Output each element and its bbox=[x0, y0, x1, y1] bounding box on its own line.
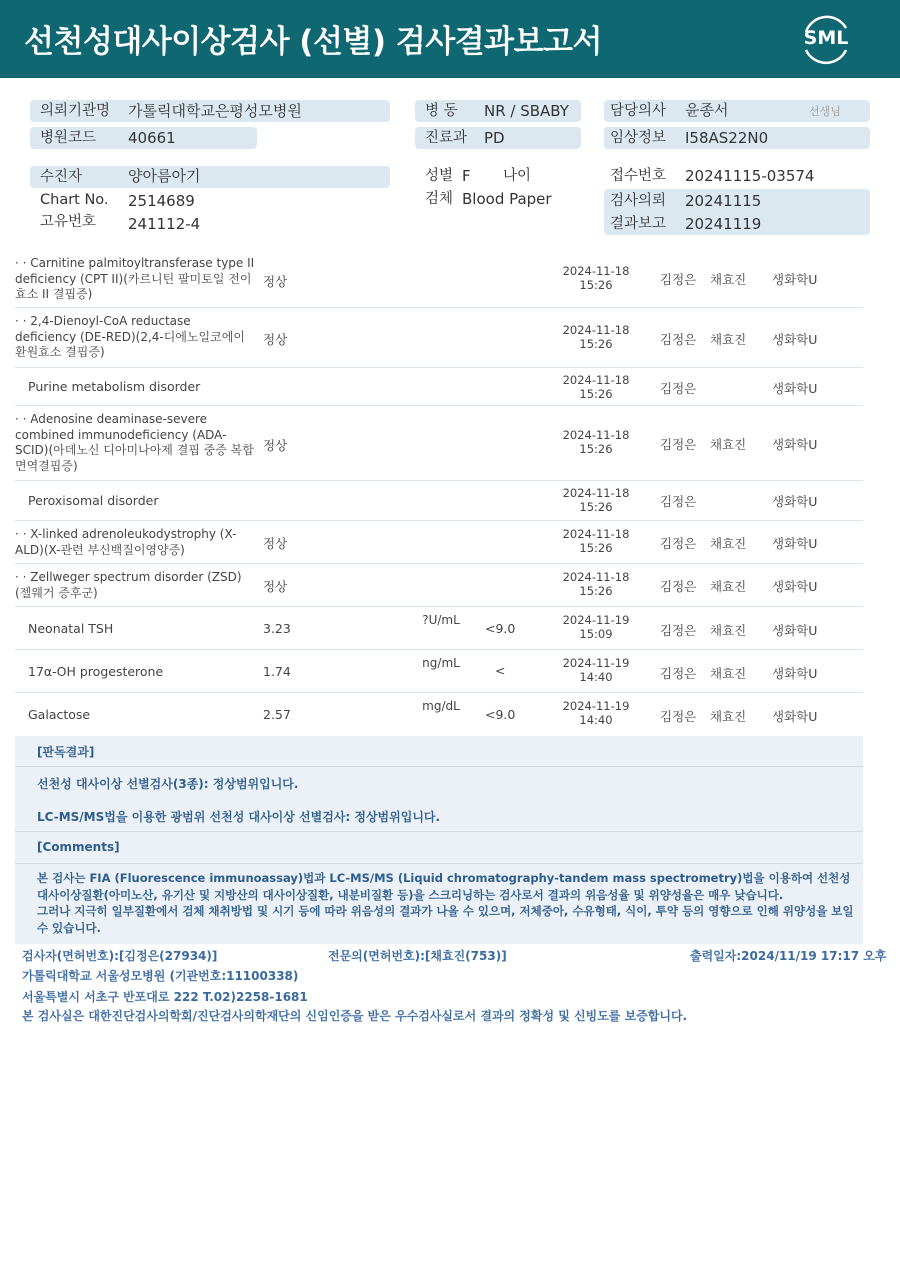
test-time: 15:26 bbox=[579, 387, 613, 401]
reviewer-name: 채효진 bbox=[710, 709, 747, 724]
request-date-value: 20241115 bbox=[685, 192, 762, 210]
test-result: 3.23 bbox=[263, 621, 291, 636]
hospital-code-value: 40661 bbox=[128, 129, 176, 147]
dept-value: PD bbox=[484, 129, 505, 147]
test-dept: 생화학U bbox=[772, 381, 818, 396]
test-name: Neonatal TSH bbox=[28, 621, 114, 636]
table-row bbox=[15, 406, 863, 481]
test-result: 2.57 bbox=[263, 707, 291, 722]
table-row bbox=[15, 308, 863, 368]
comment-2: 그러나 지극히 일부질환에서 검체 채취방법 및 시기 등에 따라 위음성의 결과가 나올 수 있으며, 저체중아, 수유형태, 식이, 투약 등의 영향으로 인해 위양성을 보일 수 있습니다. bbox=[37, 904, 854, 935]
table-row bbox=[15, 607, 863, 650]
test-result: 정상 bbox=[263, 536, 288, 551]
test-result: 1.74 bbox=[263, 664, 291, 679]
examiner-name: 김정은 bbox=[660, 272, 697, 287]
test-result: 정상 bbox=[263, 274, 288, 289]
table-row bbox=[15, 693, 863, 736]
table-row bbox=[15, 252, 863, 308]
table-row bbox=[15, 521, 863, 564]
unique-no-label: 고유번호 bbox=[40, 214, 97, 230]
test-name: · · X-linked adrenoleukodystrophy (X-ALD)(X-관련 부신백질이영양증) bbox=[15, 527, 237, 557]
test-date: 2024-11-18 bbox=[562, 486, 630, 500]
test-datetime bbox=[555, 373, 637, 401]
test-date: 2024-11-19 bbox=[562, 613, 630, 627]
ward-label: 병 동 bbox=[425, 103, 458, 119]
unique-no-value: 241112-4 bbox=[128, 215, 201, 233]
test-time: 14:40 bbox=[579, 713, 613, 727]
test-date: 2024-11-18 bbox=[562, 323, 630, 337]
comment-paragraph bbox=[37, 870, 859, 936]
certification-note: 본 검사실은 대한진단검사의학회/진단검사의학재단의 신임인증을 받은 우수검사실로서 결과의 정확성 및 신빙도를 보증합니다. bbox=[22, 1009, 688, 1023]
interpretation-line-2: LC-MS/MS법을 이용한 광범위 선천성 대사이상 선별검사: 정상범위입니다. bbox=[37, 810, 441, 824]
interpretation-panel bbox=[15, 736, 863, 944]
test-time: 15:09 bbox=[579, 627, 613, 641]
test-datetime bbox=[555, 656, 637, 684]
reviewer-name: 채효진 bbox=[710, 536, 747, 551]
test-time: 15:26 bbox=[579, 584, 613, 598]
test-date: 2024-11-19 bbox=[562, 699, 630, 713]
test-name: Peroxisomal disorder bbox=[28, 493, 159, 508]
receipt-no-value: 20241115-03574 bbox=[685, 167, 815, 185]
examiner-name: 김정은 bbox=[660, 709, 697, 724]
test-dept: 생화학U bbox=[772, 272, 818, 287]
test-name: · · Adenosine deaminase-severe combined immunodeficiency (ADA-SCID)(아데노신 디아미나아제 결핍 중증 복합면역결핍증) bbox=[15, 412, 254, 473]
test-time: 15:26 bbox=[579, 442, 613, 456]
doctor-value: 윤종서 bbox=[685, 101, 729, 119]
test-date: 2024-11-19 bbox=[562, 656, 630, 670]
test-result: 정상 bbox=[263, 579, 288, 594]
test-datetime bbox=[555, 699, 637, 727]
reviewer-name: 채효진 bbox=[710, 579, 747, 594]
interpretation-line-1: 선천성 대사이상 선별검사(3종): 정상범위입니다. bbox=[37, 777, 299, 791]
test-result: 정상 bbox=[263, 438, 288, 453]
test-datetime bbox=[555, 613, 637, 641]
test-dept: 생화학U bbox=[772, 494, 818, 509]
examiner-name: 김정은 bbox=[660, 623, 697, 638]
test-dept: 생화학U bbox=[772, 709, 818, 724]
test-dept: 생화학U bbox=[772, 666, 818, 681]
clinical-label: 임상정보 bbox=[610, 130, 667, 146]
test-time: 15:26 bbox=[579, 500, 613, 514]
report-header bbox=[0, 0, 900, 78]
test-unit: mg/dL bbox=[422, 699, 460, 713]
print-date: 출력일자:2024/11/19 17:17 오후 bbox=[690, 949, 887, 963]
examiner-name: 김정은 bbox=[660, 494, 697, 509]
doctor-suffix: 선생님 bbox=[809, 105, 841, 118]
test-dept: 생화학U bbox=[772, 579, 818, 594]
test-datetime bbox=[555, 264, 637, 292]
reviewer-name: 채효진 bbox=[710, 272, 747, 287]
test-time: 15:26 bbox=[579, 541, 613, 555]
examiner-name: 김정은 bbox=[660, 381, 697, 396]
examiner-name: 김정은 bbox=[660, 579, 697, 594]
examiner-name: 김정은 bbox=[660, 332, 697, 347]
table-row bbox=[15, 650, 863, 693]
specimen-value: Blood Paper bbox=[462, 190, 552, 208]
test-dept: 생화학U bbox=[772, 623, 818, 638]
reviewer-name: 채효진 bbox=[710, 437, 747, 452]
test-reference: < bbox=[495, 663, 506, 678]
logo-text: SML bbox=[803, 27, 849, 49]
test-time: 15:26 bbox=[579, 278, 613, 292]
clinical-value: I58AS22N0 bbox=[685, 129, 769, 147]
test-datetime bbox=[555, 527, 637, 555]
divider bbox=[15, 831, 863, 832]
test-dept: 생화학U bbox=[772, 332, 818, 347]
test-dept: 생화학U bbox=[772, 437, 818, 452]
test-unit: ng/mL bbox=[422, 656, 460, 670]
test-unit: ?U/mL bbox=[422, 613, 460, 627]
report-date-label: 결과보고 bbox=[610, 216, 667, 232]
test-name: Purine metabolism disorder bbox=[28, 379, 201, 394]
table-row bbox=[15, 481, 863, 521]
address: 서울특별시 서초구 반포대로 222 T.02)2258-1681 bbox=[22, 990, 308, 1004]
examiner-license: 검사자(면허번호):[김정은(27934)] bbox=[22, 949, 218, 963]
reviewer-name: 채효진 bbox=[710, 623, 747, 638]
chart-no-value: 2514689 bbox=[128, 192, 195, 210]
report-title: 선천성대사이상검사 (선별) 검사결과보고서 bbox=[24, 24, 602, 60]
test-reference: <9.0 bbox=[485, 621, 516, 636]
test-datetime bbox=[555, 428, 637, 456]
test-datetime bbox=[555, 570, 637, 598]
request-date-label: 검사의뢰 bbox=[610, 193, 667, 209]
doctor-label: 담당의사 bbox=[610, 103, 667, 119]
patient-bg bbox=[30, 166, 390, 188]
test-time: 14:40 bbox=[579, 670, 613, 684]
sex-value: F bbox=[462, 167, 471, 185]
report-date-value: 20241119 bbox=[685, 215, 762, 233]
age-label: 나이 bbox=[503, 168, 532, 184]
test-datetime bbox=[555, 486, 637, 514]
dept-label: 진료과 bbox=[425, 130, 468, 146]
interpretation-heading: [판독결과] bbox=[37, 745, 95, 759]
reviewer-name: 채효진 bbox=[710, 666, 747, 681]
test-reference: <9.0 bbox=[485, 707, 516, 722]
table-row bbox=[15, 368, 863, 406]
specialist-license: 전문의(면허번호):[채효진(753)] bbox=[328, 949, 507, 963]
ward-value: NR / SBABY bbox=[484, 102, 569, 120]
sex-label: 성별 bbox=[425, 168, 454, 184]
results-table bbox=[15, 252, 863, 736]
reviewer-name: 채효진 bbox=[710, 332, 747, 347]
test-date: 2024-11-18 bbox=[562, 373, 630, 387]
institution-label: 의뢰기관명 bbox=[40, 103, 111, 119]
test-dept: 생화학U bbox=[772, 536, 818, 551]
test-time: 15:26 bbox=[579, 337, 613, 351]
test-name: · · 2,4-Dienoyl-CoA reductase deficiency (DE-RED)(2,4-디에노일코에이 환원효소 결핍증) bbox=[15, 314, 245, 359]
test-name: Galactose bbox=[28, 707, 91, 722]
patient-label: 수진자 bbox=[40, 169, 83, 185]
chart-no-label: Chart No. bbox=[40, 192, 109, 208]
specimen-label: 검체 bbox=[425, 191, 454, 207]
org-info: 가톨릭대학교 서울성모병원 (기관번호:11100338) bbox=[22, 969, 299, 983]
examiner-name: 김정은 bbox=[660, 666, 697, 681]
table-row bbox=[15, 564, 863, 607]
institution-value: 가톨릭대학교은평성모병원 bbox=[128, 102, 302, 120]
sml-logo bbox=[798, 12, 854, 66]
test-date: 2024-11-18 bbox=[562, 570, 630, 584]
divider bbox=[15, 863, 863, 864]
comments-heading: [Comments] bbox=[37, 840, 120, 854]
hospital-code-label: 병원코드 bbox=[40, 130, 97, 146]
test-result: 정상 bbox=[263, 332, 288, 347]
examiner-name: 김정은 bbox=[660, 437, 697, 452]
test-name: · · Zellweger spectrum disorder (ZSD)(젤웨거 증후군) bbox=[15, 570, 242, 600]
test-date: 2024-11-18 bbox=[562, 264, 630, 278]
test-datetime bbox=[555, 323, 637, 351]
test-name: 17α-OH progesterone bbox=[28, 664, 164, 679]
examiner-name: 김정은 bbox=[660, 536, 697, 551]
comment-1: 본 검사는 FIA (Fluorescence immunoassay)법과 LC-MS/MS (Liquid chromatography-tandem mass spectrometry)법을 이용하여 선천성 대사이상질환(아미노산, 유기산 및 지방산의 대사이상질환, 내분비질환 등)을 스크리닝하는 검사로서 결과의 위음성율 및 위양성율은 매우 낮습니다. bbox=[37, 871, 851, 902]
test-date: 2024-11-18 bbox=[562, 527, 630, 541]
patient-value: 양아름아기 bbox=[128, 167, 201, 185]
test-date: 2024-11-18 bbox=[562, 428, 630, 442]
receipt-no-label: 접수번호 bbox=[610, 168, 667, 184]
divider bbox=[15, 766, 863, 767]
test-name: · · Carnitine palmitoyltransferase type II deficiency (CPT II)(카르니틴 팔미토일 전이효소 II 결핍증) bbox=[15, 256, 255, 301]
